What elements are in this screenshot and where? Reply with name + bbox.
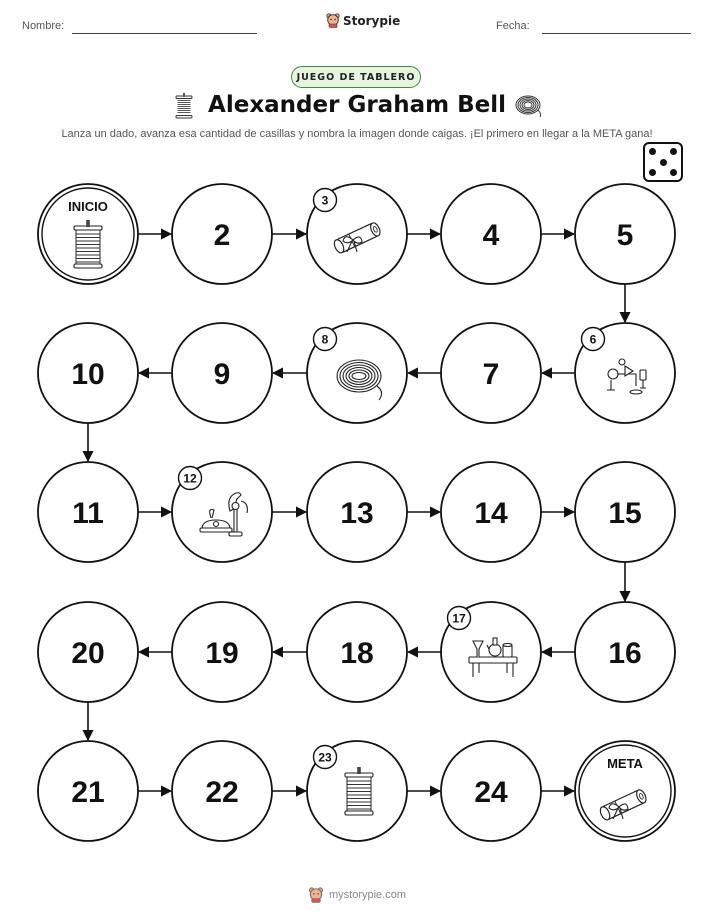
board-space-2[interactable] — [172, 184, 272, 284]
bear-mascot-icon — [308, 887, 324, 903]
board-space-25[interactable] — [575, 741, 675, 841]
board-space-5[interactable] — [575, 184, 675, 284]
space-number: 24 — [474, 776, 508, 809]
space-number: 20 — [71, 637, 105, 670]
board-space-24[interactable] — [441, 741, 541, 841]
space-number: 18 — [340, 637, 374, 670]
start-label: INICIO — [68, 199, 108, 214]
board-space-3[interactable] — [307, 184, 407, 284]
board-space-13[interactable] — [307, 462, 407, 562]
instructions: Lanza un dado, avanza esa cantidad de casillas y nombra la imagen donde caigas. ¡El primero en llegar a la META gana! — [61, 128, 653, 140]
board-space-18[interactable] — [307, 602, 407, 702]
board-space-14[interactable] — [441, 462, 541, 562]
board-space-7[interactable] — [441, 323, 541, 423]
spool-coil-icon — [74, 220, 102, 268]
board-space-11[interactable] — [38, 462, 138, 562]
space-number: 23 — [318, 750, 332, 765]
board-space-21[interactable] — [38, 741, 138, 841]
board-space-10[interactable] — [38, 323, 138, 423]
space-number: 21 — [71, 776, 105, 809]
space-number: 7 — [482, 358, 500, 391]
board-space-16[interactable] — [575, 602, 675, 702]
footer — [0, 887, 714, 903]
space-number: 13 — [340, 497, 374, 530]
name-label: Nombre: — [22, 20, 65, 32]
space-number: 22 — [205, 776, 239, 809]
space-number: 5 — [616, 219, 634, 252]
game-type-badge: JUEGO DE TABLERO — [291, 66, 421, 88]
footer-website[interactable]: mystorypie.com — [328, 889, 407, 901]
space-number: 2 — [213, 219, 231, 252]
board-space-8[interactable] — [307, 323, 407, 423]
space-number: 19 — [205, 637, 239, 670]
space-number: 9 — [213, 358, 231, 391]
space-number: 6 — [589, 332, 597, 347]
space-number: 12 — [183, 471, 197, 486]
space-number: 11 — [72, 497, 104, 530]
finish-label: META — [607, 756, 643, 771]
board-space-9[interactable] — [172, 323, 272, 423]
board-space-20[interactable] — [38, 602, 138, 702]
space-number: 16 — [608, 637, 642, 670]
board-space-4[interactable] — [441, 184, 541, 284]
space-number: 3 — [321, 193, 329, 208]
space-number: 17 — [452, 611, 466, 626]
board-space-19[interactable] — [172, 602, 272, 702]
space-number: 15 — [608, 497, 642, 530]
space-number: 10 — [71, 358, 105, 391]
board-space-22[interactable] — [172, 741, 272, 841]
space-number: 14 — [474, 497, 508, 530]
board-space-12[interactable] — [172, 462, 272, 562]
board-space-17[interactable] — [441, 602, 541, 702]
page-title: Alexander Graham Bell — [208, 92, 506, 118]
space-number: 8 — [321, 332, 329, 347]
brand-name: Storypie — [343, 13, 401, 28]
board-space-23[interactable] — [307, 741, 407, 841]
board-space-1[interactable] — [38, 184, 138, 284]
board-space-6[interactable] — [575, 323, 675, 423]
date-label: Fecha: — [496, 20, 530, 32]
space-number: 4 — [482, 219, 500, 252]
board-space-15[interactable] — [575, 462, 675, 562]
spool-coil-icon — [345, 767, 373, 815]
